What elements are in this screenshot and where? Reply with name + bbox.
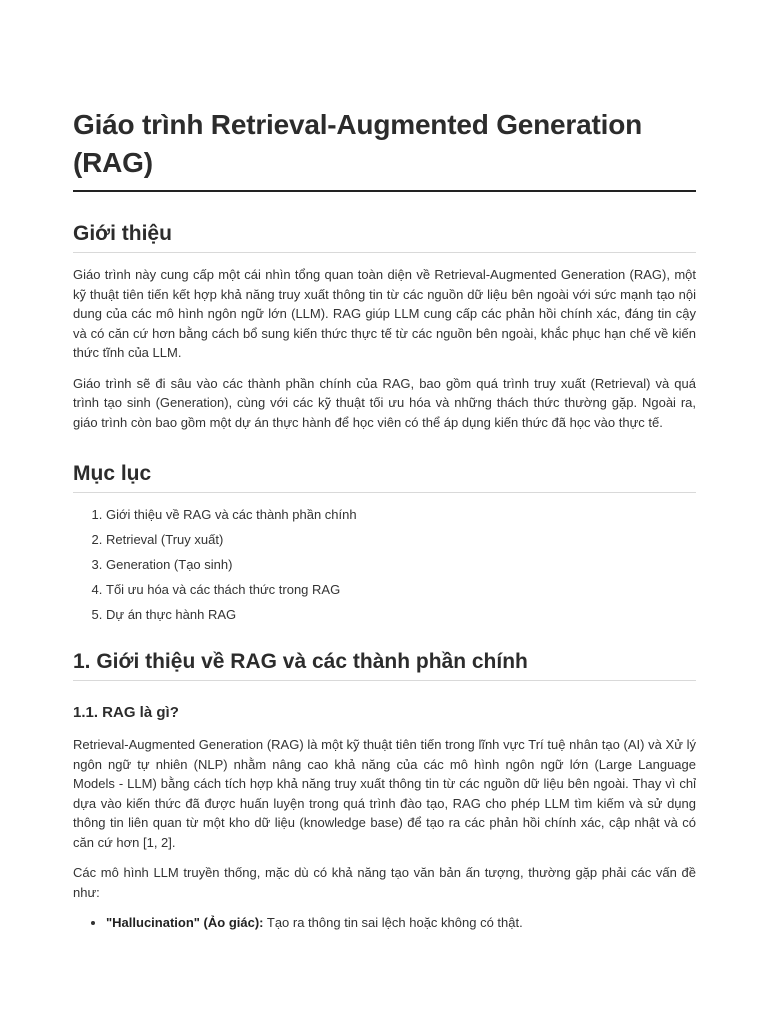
intro-paragraph-1: Giáo trình này cung cấp một cái nhìn tổng quan toàn diện về Retrieval-Augmented Generation (RAG), một kỹ thuật tiên tiến kết hợp khả năng truy xuất thông tin từ các nguồn dữ liệu bên ngoài với sức mạnh tạo nội dung của các mô hình ngôn ngữ lớn (LLM). RAG giúp LLM cung cấp các phản hồi chính xác, đáng tin cậy và có căn cứ hơn bằng cách bổ sung kiến thức thực tế từ các nguồn bên ngoài, khắc phục hạn chế về kiến thức tĩnh của LLM. bbox=[73, 267, 696, 360]
section-1-paragraph-1: Retrieval-Augmented Generation (RAG) là một kỹ thuật tiên tiến trong lĩnh vực Trí tuệ nhân tạo (AI) và Xử lý ngôn ngữ tự nhiên (NLP) nhằm nâng cao khả năng của các mô hình ngôn ngữ lớn (Large Language Models - LLM) bằng cách tích hợp khả năng truy xuất thông tin từ các nguồn dữ liệu bên ngoài. Thay vì chỉ dựa vào kiến thức đã được huấn luyện trong quá trình đào tạo, RAG cho phép LLM tìm kiếm và sử dụng thông tin liên quan từ một kho dữ liệu (knowledge base) để tạo ra các phản hồi chính xác, cập nhật và có căn cứ hơn [1, 2]. bbox=[73, 737, 696, 850]
intro-heading: Giới thiệu bbox=[73, 222, 172, 245]
title-divider bbox=[73, 190, 696, 192]
toc-item-2[interactable]: 2. Retrieval (Truy xuất) bbox=[106, 530, 696, 549]
section-1-divider bbox=[73, 680, 696, 681]
intro-paragraph-2: Giáo trình sẽ đi sâu vào các thành phần chính của RAG, bao gồm quá trình truy xuất (Retrieval) và quá trình tạo sinh (Generation), cùng với các kỹ thuật tối ưu hóa và những thách thức thường gặp. Ngoài ra, giáo trình còn bao gồm một dự án thực hành để học viên có thể áp dụng kiến thức đã học vào thực tế. bbox=[73, 375, 696, 430]
intro-divider bbox=[73, 252, 696, 253]
section-1-heading: 1. Giới thiệu về RAG và các thành phần chính bbox=[73, 650, 528, 673]
page-title: Giáo trình Retrieval-Augmented Generation (RAG) bbox=[73, 109, 642, 178]
section-1-1-heading: 1.1. RAG là gì? bbox=[73, 704, 179, 721]
bullet-text: Tạo ra thông tin sai lệch hoặc không có thật. bbox=[263, 915, 523, 930]
toc-list bbox=[73, 505, 696, 624]
toc-divider bbox=[73, 492, 696, 493]
list-item bbox=[106, 913, 696, 932]
section-1-paragraph-2: Các mô hình LLM truyền thống, mặc dù có khả năng tạo văn bản ấn tượng, thường gặp phải các vấn đề như: bbox=[73, 865, 696, 900]
issues-list bbox=[73, 913, 696, 932]
toc-item-5[interactable]: 5. Dự án thực hành RAG bbox=[106, 605, 696, 624]
toc-item-4[interactable]: 4. Tối ưu hóa và các thách thức trong RAG bbox=[106, 580, 696, 599]
section-1 bbox=[73, 648, 696, 932]
intro-section bbox=[73, 220, 696, 432]
bullet-term: "Hallucination" (Ảo giác): bbox=[106, 915, 264, 930]
toc-item-3[interactable]: 3. Generation (Tạo sinh) bbox=[106, 555, 696, 574]
toc-item-1[interactable]: 1. Giới thiệu về RAG và các thành phần chính bbox=[106, 505, 696, 524]
toc-heading: Mục lục bbox=[73, 462, 152, 485]
toc-section bbox=[73, 460, 696, 624]
